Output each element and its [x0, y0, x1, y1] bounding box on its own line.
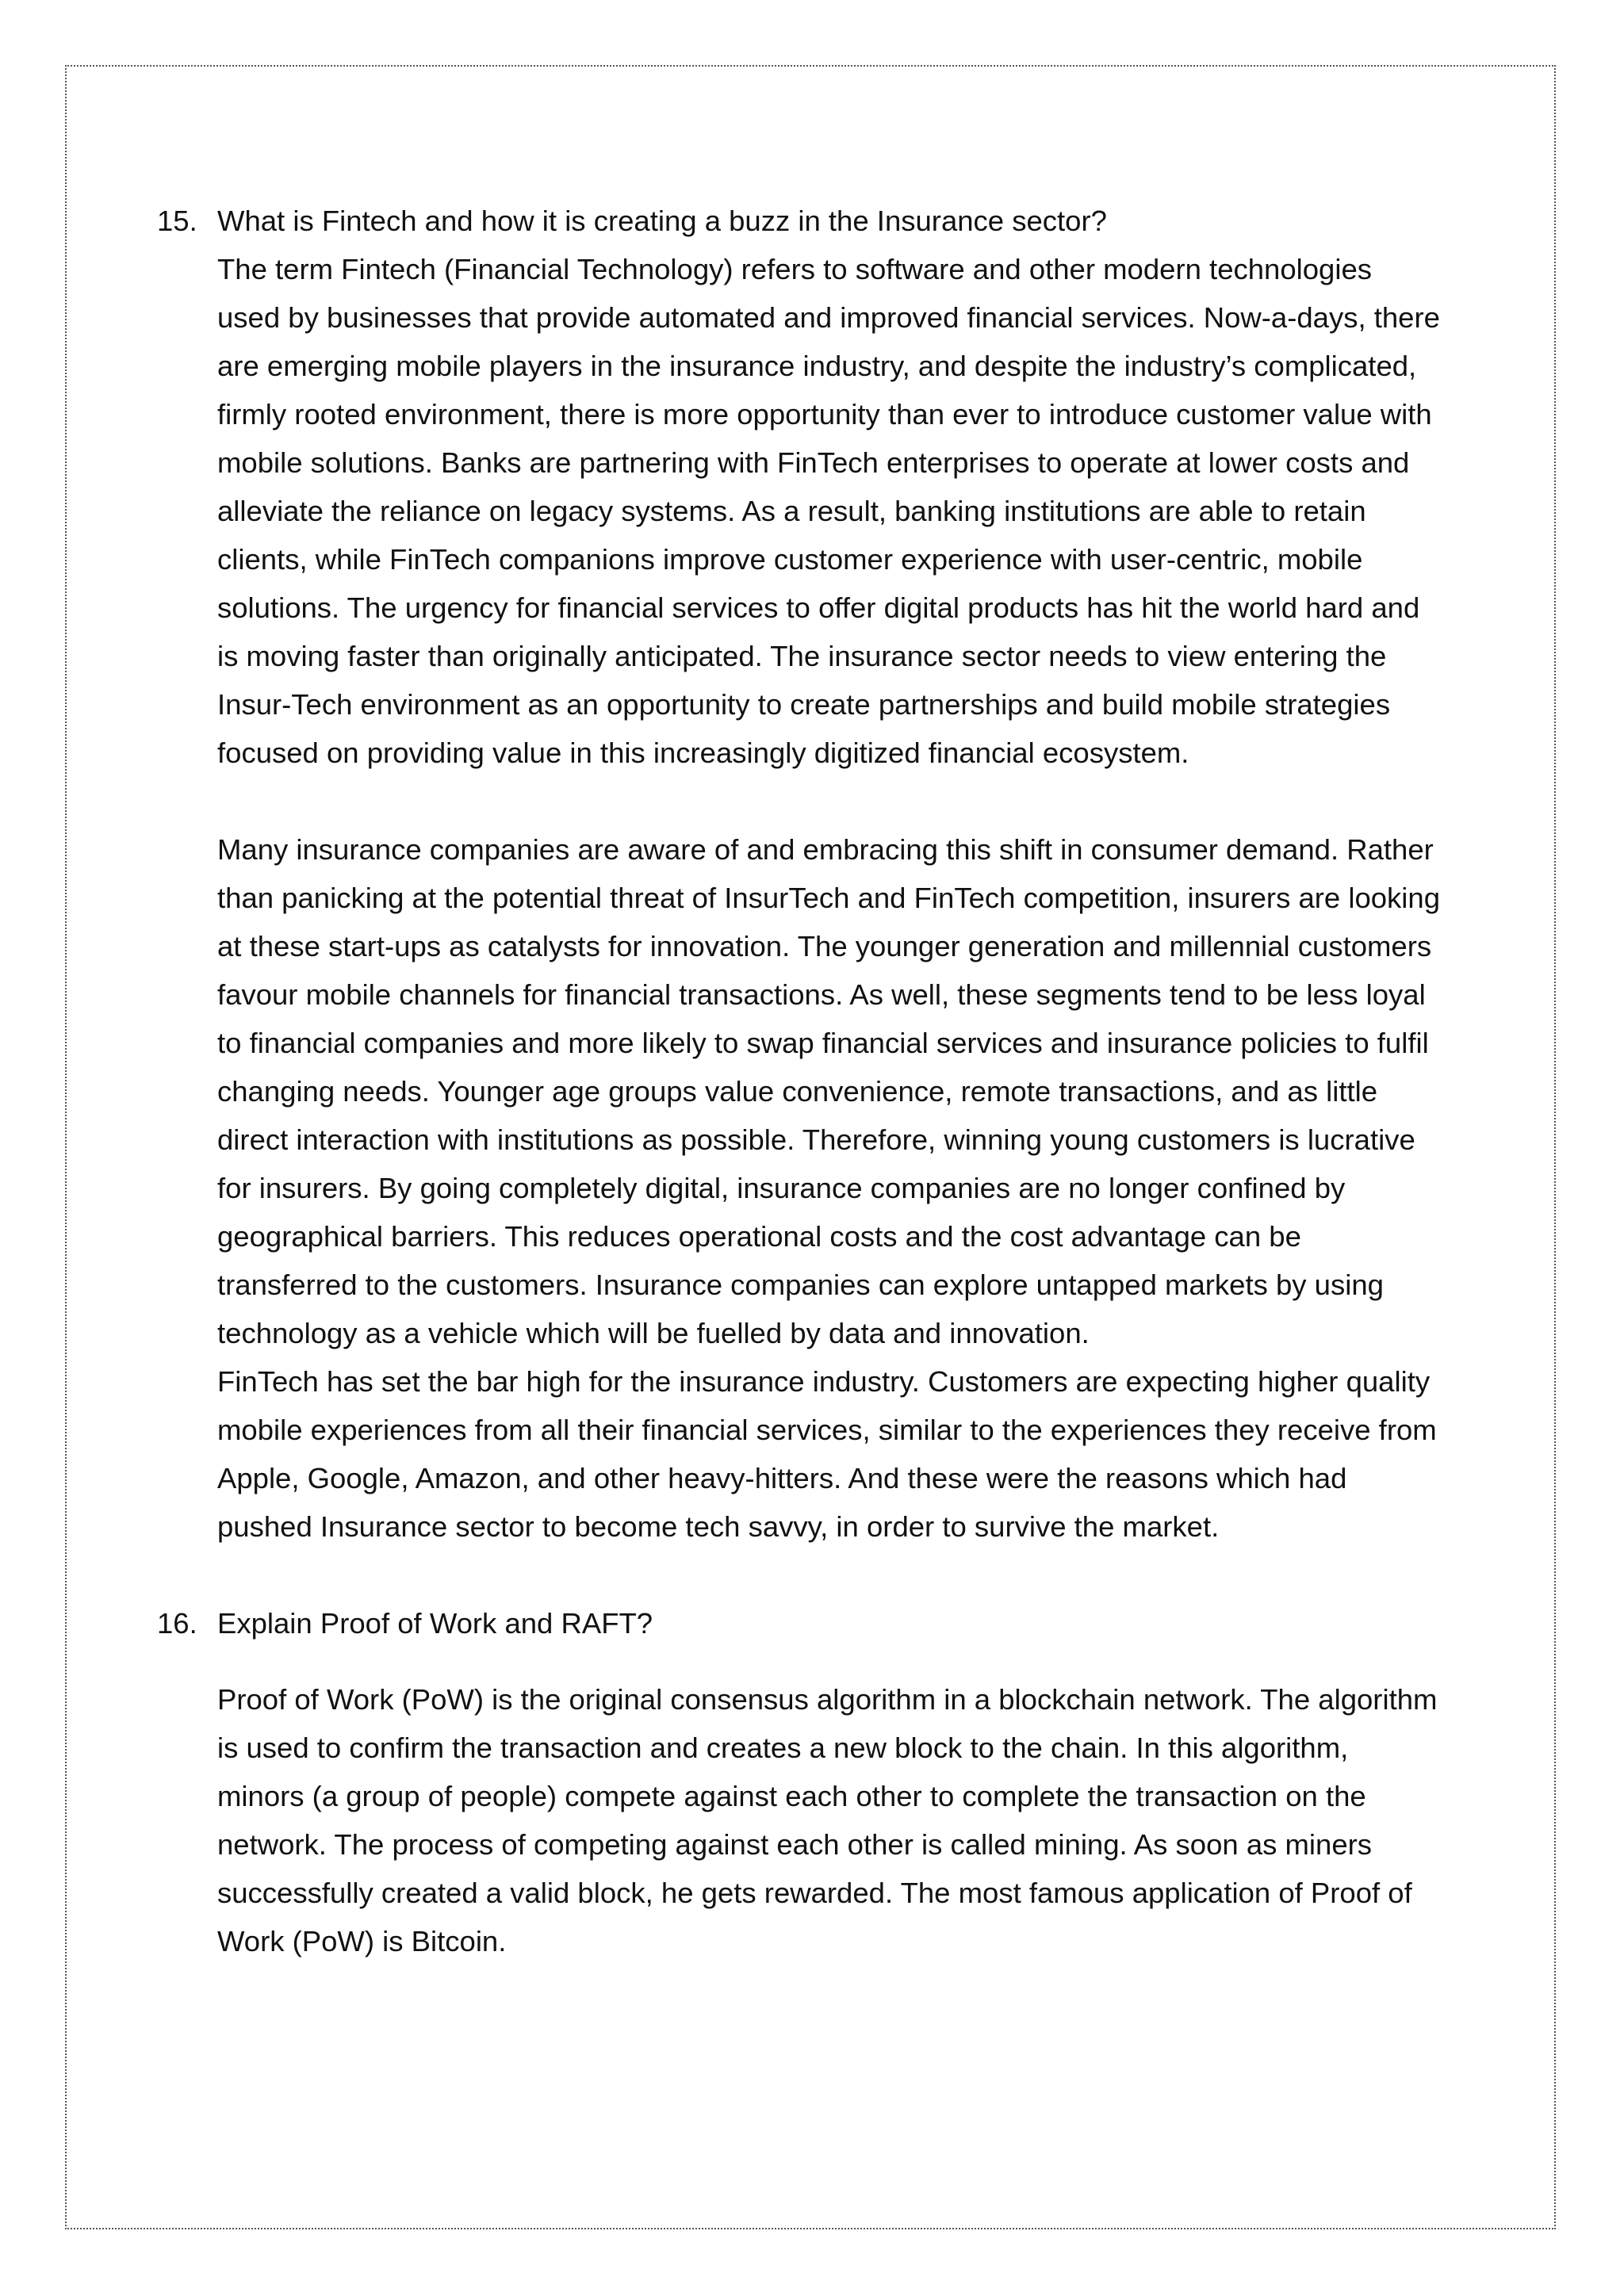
answer-paragraph: Many insurance companies are aware of and embracing this shift in consumer demand. Rather than panicking at the potential threat of InsurTech and FinTech competition, insurers are looking at these start-ups as catalysts for innovation. The younger generation and millennial customers favour mobile channels for financial transactions. As well, these segments tend to be less loyal to financial companies and more likely to swap financial services and insurance policies to fulfil changing needs. Younger age groups value convenience, remote transactions, and as little direct interaction with institutions as possible. Therefore, winning young customers is lucrative for insurers. By going completely digital, insurance companies are no longer confined by geographical barriers. This reduces operational costs and the cost advantage can be transferred to the customers. Insurance companies can explore untapped markets by using technology as a vehicle which will be fuelled by data and innovation.	[217, 833, 1441, 1349]
question-16	[157, 1599, 1442, 1647]
question-number: 15.	[157, 205, 197, 237]
answer-paragraph: FinTech has set the bar high for the insurance industry. Customers are expecting higher quality mobile experiences from all their financial services, similar to the experiences they receive from Apple, Google, Amazon, and other heavy-hitters. And these were the reasons which had pushed Insurance sector to become tech savvy, in order to survive the market.	[217, 1365, 1437, 1543]
answer-paragraph: The term Fintech (Financial Technology) refers to software and other modern technologies used by businesses that provide automated and improved financial services. Now-a-days, there are emerging mobile players in the insurance industry, and despite the industry’s complicated, firmly rooted environment, there is more opportunity than ever to introduce customer value with mobile solutions. Banks are partnering with FinTech enterprises to operate at lower costs and alleviate the reliance on legacy systems. As a result, banking institutions are able to retain clients, while FinTech companions improve customer experience with user-centric, mobile solutions. The urgency for financial services to offer digital products has hit the world hard and is moving faster than originally anticipated. The insurance sector needs to view entering the Insur-Tech environment as an opportunity to create partnerships and build mobile strategies focused on providing value in this increasingly digitized financial ecosystem.	[217, 253, 1440, 769]
paragraph-spacer	[157, 1647, 1442, 1675]
answer-paragraph: Proof of Work (PoW) is the original consensus algorithm in a blockchain network. The algorithm is used to confirm the transaction and creates a new block to the chain. In this algorithm, minors (a group of people) compete against each other to complete the transaction on the network. The process of competing against each other is called mining. As soon as miners successfully created a valid block, he gets rewarded. The most famous application of Proof of Work (PoW) is Bitcoin.	[217, 1683, 1438, 1957]
question-15	[157, 197, 1442, 245]
question-text: What is Fintech and how it is creating a buzz in the Insurance sector?	[217, 205, 1107, 237]
section-spacer	[157, 1551, 1442, 1599]
question-text: Explain Proof of Work and RAFT?	[217, 1607, 653, 1640]
question-number: 16.	[157, 1607, 197, 1640]
document-body	[157, 197, 1442, 1965]
paragraph-spacer	[157, 777, 1442, 825]
